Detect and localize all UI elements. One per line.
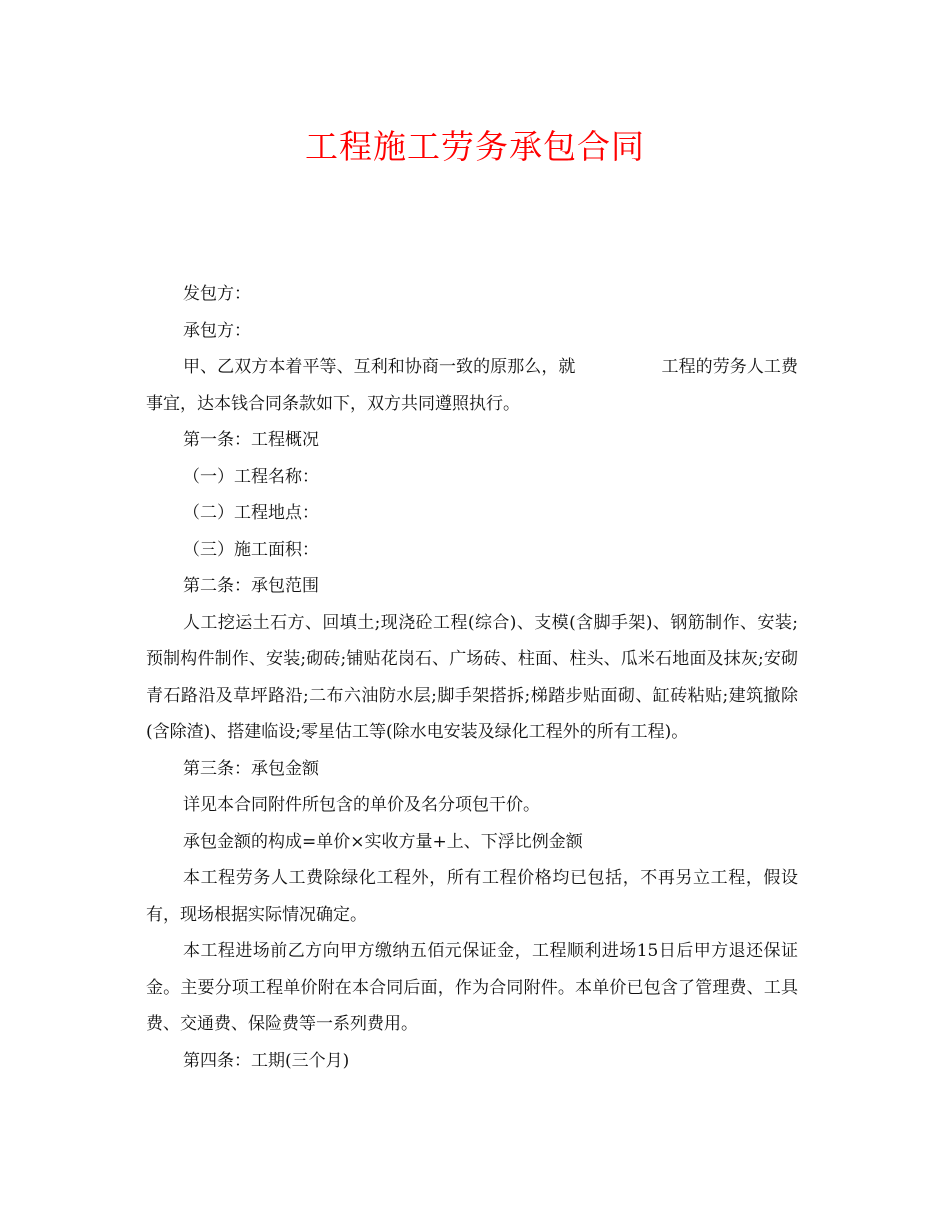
document-body: [146, 276, 798, 1079]
party-a-line: 发包方：: [183, 284, 251, 304]
scope-paragraph: 人工挖运土石方、回填土;现浇砼工程(综合)、支模(含脚手架)、钢筋制作、安装;预制构件制作、安装;砌砖;铺贴花岗石、广场砖、柱面、柱头、瓜米石地面及抹灰;安砌青石路沿及草坪路沿;二布六油防水层;脚手架搭拆;梯踏步贴面砌、缸砖粘贴;建筑撤除(含除渣)、搭建临设;零星估工等(除水电安装及绿化工程外的所有工程)。: [146, 612, 798, 742]
labor-cost-paragraph: 本工程劳务人工费除绿化工程外，所有工程价格均已包括，不再另立工程，假设有，现场根据实际情况确定。: [146, 868, 798, 925]
party-b-line: 承包方：: [183, 320, 251, 341]
article-2-heading: 第二条：承包范围: [183, 576, 319, 596]
pricing-reference-paragraph: 详见本合同附件所包含的单价及名分项包干价。: [183, 795, 540, 815]
deposit-paragraph: 本工程进场前乙方向甲方缴纳五佰元保证金，工程顺利进场15日后甲方退还保证金。主要分项工程单价附在本合同后面，作为合同附件。本单价已包含了管理费、工具费、交通费、保险费等一系列费用。: [146, 941, 798, 1034]
construction-area-field: （三）施工面积：: [183, 539, 319, 560]
amount-formula-paragraph: 承包金额的构成=单价×实收方量+上、下浮比例金额: [183, 831, 583, 852]
intro-text-before: 甲、乙双方本着平等、互利和协商一致的原那么，就: [183, 357, 576, 377]
intro-paragraph: [146, 349, 798, 422]
document-title: 工程施工劳务承包合同: [305, 127, 645, 166]
intro-text-after: 工程的劳务人工费事宜，达本钱合同条款如下，双方共同遵照执行。: [146, 357, 799, 414]
article-3-heading: 第三条：承包金额: [183, 758, 319, 779]
article-1-heading: 第一条：工程概况: [183, 430, 319, 450]
project-location-field: （二）工程地点：: [183, 503, 319, 523]
project-name-field: （一）工程名称：: [183, 466, 319, 487]
article-4-heading: 第四条：工期(三个月): [183, 1050, 350, 1071]
